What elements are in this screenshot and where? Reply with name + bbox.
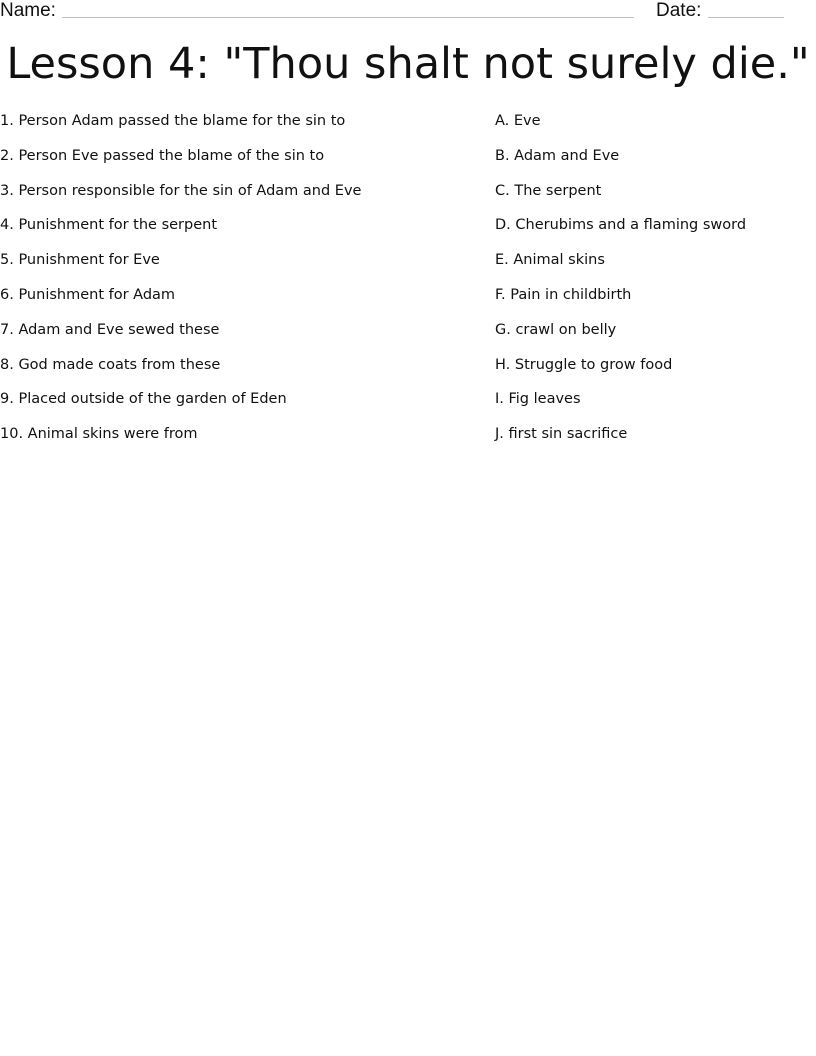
answer-item: A. Eve bbox=[495, 113, 541, 129]
question-item: 6. Punishment for Adam bbox=[0, 286, 176, 303]
name-label: Name: bbox=[0, 0, 56, 21]
date-label: Date: bbox=[656, 0, 702, 21]
question-item: 8. God made coats from these bbox=[0, 356, 221, 373]
answer-item: J. first sin sacrifice bbox=[495, 426, 628, 443]
question-item: 9. Placed outside of the garden of Eden bbox=[0, 391, 287, 408]
question-item: 10. Animal skins were from bbox=[0, 426, 198, 443]
answer-item: C. The serpent bbox=[495, 182, 602, 199]
question-item: 1. Person Adam passed the blame for the sin to bbox=[0, 113, 346, 129]
answer-item: D. Cherubims and a flaming sword bbox=[495, 217, 747, 234]
answer-item: B. Adam and Eve bbox=[495, 147, 620, 164]
question-item: 4. Punishment for the serpent bbox=[0, 217, 218, 234]
question-item: 7. Adam and Eve sewed these bbox=[0, 321, 220, 338]
question-item: 3. Person responsible for the sin of Adam and Eve bbox=[0, 182, 362, 199]
answer-item: F. Pain in childbirth bbox=[495, 286, 632, 303]
worksheet-header bbox=[0, 0, 784, 24]
question-list bbox=[0, 111, 361, 459]
answer-item: E. Animal skins bbox=[495, 252, 605, 269]
answer-item: H. Struggle to grow food bbox=[495, 356, 673, 373]
name-blank-line bbox=[62, 17, 634, 18]
date-blank-line bbox=[708, 17, 784, 18]
question-item: 5. Punishment for Eve bbox=[0, 252, 160, 269]
question-item: 2. Person Eve passed the blame of the sin to bbox=[0, 147, 325, 164]
page-title: Lesson 4: "Thou shalt not surely die." bbox=[6, 39, 810, 89]
answer-item: I. Fig leaves bbox=[495, 391, 581, 408]
answer-list bbox=[495, 111, 746, 459]
answer-item: G. crawl on belly bbox=[495, 321, 617, 338]
